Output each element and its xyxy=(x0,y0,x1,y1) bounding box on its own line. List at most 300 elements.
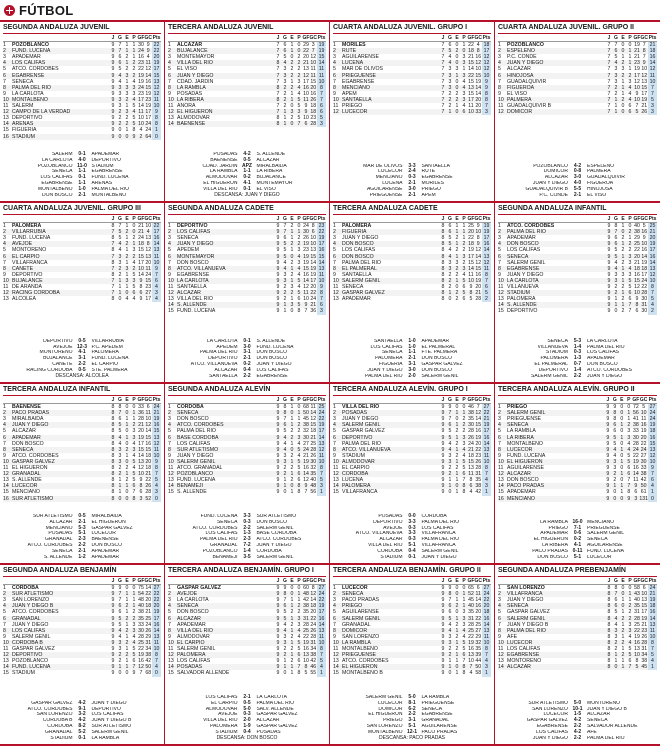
col-header: J xyxy=(606,35,613,42)
position-cell: 9 xyxy=(498,271,501,278)
position-cell: 7 xyxy=(3,259,6,266)
stat-cell: 11 xyxy=(310,404,316,411)
position-cell: 12 xyxy=(498,290,507,296)
stat-cell: 7 xyxy=(132,489,136,496)
away-team: LA CARLOTA xyxy=(256,694,287,700)
stat-cell: 6 xyxy=(131,290,138,296)
stat-cell: 9 xyxy=(606,428,610,435)
col-header: Pts xyxy=(648,397,657,403)
stat-cell: 4 xyxy=(613,452,617,459)
away-team: S. ALLENDE xyxy=(256,338,286,344)
stat-cell: 28 xyxy=(310,633,317,640)
team-name: VILLAFRANCA xyxy=(12,259,48,266)
stat-cell: 16 xyxy=(310,90,317,97)
stat-cell: 3 xyxy=(117,459,124,465)
points-cell: 16 xyxy=(153,621,160,628)
match-results xyxy=(3,152,161,199)
home-team: ALCÁZAR xyxy=(214,368,238,374)
stat-cell: 0 xyxy=(620,591,627,597)
stat-cell: 8 xyxy=(111,235,115,242)
team-name: APADEMAR xyxy=(12,54,41,61)
stat-cell: 5 xyxy=(304,670,308,677)
points-cell: 12 xyxy=(153,90,160,97)
away-team: JUAN Y DIEGO xyxy=(91,700,127,706)
points-cell: 8 xyxy=(482,272,491,278)
stat-cell: 2 xyxy=(462,416,466,423)
team-name: EL CARPIO xyxy=(12,254,110,260)
stat-cell: 7 xyxy=(139,670,143,677)
stat-cell: 23 xyxy=(634,60,640,67)
stat-cell: 7 xyxy=(447,410,454,416)
stat-cell: 4 xyxy=(469,670,473,677)
col-header: J xyxy=(275,397,282,404)
stat-cell: 7 xyxy=(607,103,611,110)
stat-cell: 6 xyxy=(282,603,289,609)
home-team: MENCIANO xyxy=(375,175,403,181)
points-cell: 4 xyxy=(152,296,161,302)
position-cell: 11 xyxy=(3,103,9,110)
stat-cell: 11 xyxy=(468,471,474,478)
points-cell: 10 xyxy=(318,277,325,284)
team-name: LA RIBERA xyxy=(507,435,604,441)
result-row xyxy=(3,736,161,742)
score: 4-2 xyxy=(243,150,251,157)
stat-cell: 3 xyxy=(283,66,287,73)
position-cell: 15 xyxy=(168,489,174,496)
stat-cell: 5 xyxy=(296,290,303,296)
position-cell: 9 xyxy=(3,633,6,640)
stat-cell: 3 xyxy=(131,85,138,91)
stat-cell: 1 xyxy=(290,90,294,97)
points-cell: 10 xyxy=(153,259,160,266)
stat-cell: 4 xyxy=(296,85,303,91)
stat-cell: 1 xyxy=(454,422,461,428)
stat-cell: 23 xyxy=(310,115,317,122)
league-panel-7 xyxy=(495,203,660,384)
score: 5-1 xyxy=(573,554,582,561)
col-header-pos xyxy=(333,216,342,223)
points-cell: 11 xyxy=(483,265,490,272)
col-header: E xyxy=(621,578,625,584)
team-name: ATCO. GRANADAL xyxy=(177,465,223,472)
stat-cell: 9 xyxy=(606,290,613,296)
stat-cell: 5 xyxy=(447,48,454,54)
stat-cell: 0 xyxy=(455,585,459,592)
away-team: SALV. ALLENDE xyxy=(256,706,294,712)
stat-cell: 2 xyxy=(283,296,287,303)
stat-cell: 9 xyxy=(111,78,115,85)
team-name: FUND. LUCENA xyxy=(12,664,110,670)
home-team: PRIEGO xyxy=(548,525,568,531)
col-header: GF xyxy=(302,578,310,584)
stat-cell: 2 xyxy=(118,465,122,472)
stat-cell: 2 xyxy=(297,609,301,616)
stat-cell: 5 xyxy=(642,404,646,411)
away-team: SÉNECA xyxy=(587,718,608,724)
points-cell: 7 xyxy=(317,97,326,103)
col-header-team xyxy=(177,578,275,585)
points-cell: 14 xyxy=(483,247,490,254)
stat-cell: 9 xyxy=(604,435,611,441)
stat-cell: 23 xyxy=(138,90,144,97)
score: 0-1 xyxy=(408,554,416,561)
stat-cell: 3 xyxy=(282,459,289,465)
team-name: PRIEGO xyxy=(342,603,440,609)
team-name: JUAN Y DIEGO xyxy=(12,621,49,628)
points-cell: 7 xyxy=(648,85,657,91)
stat-cell: 1 xyxy=(290,440,294,447)
col-header: Pts xyxy=(317,578,326,584)
away-team: DON BOSCO xyxy=(421,356,453,362)
away-team: SUR ATLETISMO xyxy=(256,513,297,519)
stat-cell: 1 xyxy=(289,603,296,609)
team-name: SÉNECA xyxy=(507,254,606,260)
stat-cell: 2 xyxy=(289,435,296,441)
team-name: PALOMERA xyxy=(12,223,42,230)
stat-cell: 8 xyxy=(607,609,611,616)
team-name: LOS CALIFAS xyxy=(177,440,211,447)
stat-cell: 3 xyxy=(118,646,122,653)
stat-cell: 9 xyxy=(111,658,115,665)
section-title: FÚTBOL xyxy=(19,2,74,18)
stat-cell: 0 xyxy=(621,42,625,49)
stat-cell: 28 xyxy=(303,621,309,628)
team-name: DON BOSCO xyxy=(177,416,209,423)
stat-cell: 6 xyxy=(462,296,466,303)
position-cell: 8 xyxy=(3,447,12,453)
stat-cell: 8 xyxy=(607,658,611,665)
points-cell: 8 xyxy=(648,640,657,646)
points-cell: 16 xyxy=(649,609,656,616)
score: 1-0 xyxy=(408,337,416,344)
stat-cell: 21 xyxy=(303,60,309,67)
away-team: GASPAR GÁLVEZ xyxy=(256,724,298,730)
stat-cell: 5 xyxy=(131,471,138,477)
position-cell: 4 xyxy=(498,422,507,428)
points-cell: 3 xyxy=(152,290,161,296)
score: 2-2 xyxy=(573,373,582,380)
stat-cell: 5 xyxy=(613,440,617,447)
position-cell: 7 xyxy=(498,78,501,85)
team-name: SALERM GENIL xyxy=(12,633,51,640)
score: 3-0 xyxy=(573,174,582,181)
home-team: EL HIGUERÓN xyxy=(203,181,238,187)
stat-cell: 26 xyxy=(310,627,317,634)
stat-cell: 4 xyxy=(117,628,124,634)
stat-cell: 3 xyxy=(117,447,124,453)
stat-cell: 6 xyxy=(627,290,634,296)
stat-cell: 2 xyxy=(297,66,301,73)
team-name: DOMICOR xyxy=(342,628,440,634)
league-panel-4 xyxy=(0,203,165,384)
position-cell: 12 xyxy=(333,290,342,296)
stat-cell: 6 xyxy=(613,603,620,609)
stat-cell: 18 xyxy=(468,241,474,248)
stat-cell: 31 xyxy=(310,639,317,646)
home-team: ATCO. CORDOBÉS xyxy=(27,543,73,549)
stat-cell: 9 xyxy=(276,271,280,278)
team-name: ESPELEÑO xyxy=(507,48,606,54)
stat-cell: 29 xyxy=(475,633,482,640)
stat-cell: 0 xyxy=(454,85,461,91)
points-cell: 11 xyxy=(318,271,325,278)
stat-cell: 2 xyxy=(132,609,136,616)
points-cell: 19 xyxy=(153,60,160,67)
stat-cell: 1 xyxy=(621,633,625,640)
score: 4-2 xyxy=(573,717,582,724)
stat-cell: 12 xyxy=(310,591,317,598)
stat-cell: 28 xyxy=(310,121,317,128)
team-name: ALCOLEA xyxy=(12,296,36,303)
match-results xyxy=(168,695,326,742)
stat-cell: 8 xyxy=(145,241,153,247)
stat-cell: 12 xyxy=(145,422,152,429)
home-team: ATCO. CORDOBÉS xyxy=(27,706,73,712)
stat-cell: 5 xyxy=(447,435,454,441)
position-cell: 10 xyxy=(168,640,177,646)
stat-cell: 7 xyxy=(448,416,452,423)
stat-cell: 21 xyxy=(138,422,144,429)
stat-cell: 21 xyxy=(468,446,474,453)
points-cell: 5 xyxy=(152,477,161,483)
home-team: FUND. LUCENA xyxy=(200,513,238,519)
stat-cell: 9 xyxy=(111,90,115,97)
team-name: FIGUERIA xyxy=(342,229,440,235)
stat-cell: 1 xyxy=(455,223,459,230)
stat-cell: 9 xyxy=(441,428,445,435)
stat-cell: 13 xyxy=(634,646,640,653)
points-cell: 14 xyxy=(649,615,656,622)
stat-cell: 6 xyxy=(476,585,480,592)
points-cell: 27 xyxy=(483,585,490,592)
col-header: GC xyxy=(144,397,152,403)
team-name: GASPAR GÁLVEZ xyxy=(507,609,550,616)
stat-cell: 20 xyxy=(640,434,647,441)
col-header-team xyxy=(507,578,606,585)
stat-cell: 1 xyxy=(618,483,625,489)
stat-cell: 2 xyxy=(462,428,466,435)
position-cell: 11 xyxy=(498,284,504,291)
stat-cell: 21 xyxy=(138,229,144,236)
stat-cell: 5 xyxy=(131,652,138,658)
stat-cell: 1 xyxy=(620,266,627,272)
stat-cell: 2 xyxy=(124,640,131,646)
team-name: GASPAR GÁLVEZ xyxy=(177,585,221,592)
stat-cell: 3 xyxy=(448,78,452,85)
stat-cell: 7 xyxy=(606,73,613,79)
stat-cell: 1 xyxy=(447,290,454,296)
team-name: APEM xyxy=(342,90,357,97)
team-name: EL HIGUERÓN xyxy=(342,664,440,670)
stat-cell: 38 xyxy=(641,658,648,665)
points-cell: 16 xyxy=(153,422,160,429)
stat-cell: 36 xyxy=(310,308,317,315)
stat-cell: 7 xyxy=(607,42,611,49)
stat-cell: 2 xyxy=(627,241,634,247)
stat-cell: 0 xyxy=(132,404,136,411)
score: 12-3 xyxy=(76,343,87,350)
stat-cell: 5 xyxy=(283,428,287,435)
col-header: G xyxy=(614,35,618,41)
col-header: J xyxy=(275,578,282,585)
position-cell: 2 xyxy=(498,410,507,416)
team-name: AFE xyxy=(507,633,518,640)
stat-cell: 22 xyxy=(145,477,152,484)
col-header: P xyxy=(297,397,301,403)
stat-cell: 24 xyxy=(303,446,309,453)
stat-cell: 1 xyxy=(132,42,136,49)
stat-cell: 9 xyxy=(111,609,115,616)
position-cell: 1 xyxy=(333,223,336,230)
col-header-pos xyxy=(168,35,177,42)
score: 0-6 xyxy=(573,530,582,537)
position-cell: 12 xyxy=(168,290,177,296)
stat-cell: 1 xyxy=(461,591,468,597)
team-name: GASPAR GÁLVEZ xyxy=(12,646,55,653)
stat-cell: 19 xyxy=(145,90,152,97)
stat-cell: 9 xyxy=(606,266,613,272)
result-row xyxy=(3,193,161,199)
points-cell: 17 xyxy=(318,428,325,435)
table-row xyxy=(333,585,491,592)
stat-cell: 9 xyxy=(276,609,280,616)
col-header: P xyxy=(297,35,301,41)
away-team: DON BOSCO xyxy=(91,543,123,549)
stat-cell: 50 xyxy=(303,410,309,417)
stat-cell: 0 xyxy=(448,489,452,496)
stat-cell: 2 xyxy=(296,603,303,609)
stat-cell: 9 xyxy=(131,134,138,140)
stat-cell: 4 xyxy=(283,259,287,266)
points-cell: 12 xyxy=(483,60,490,67)
position-cell: 7 xyxy=(168,259,171,266)
stat-cell: 61 xyxy=(640,489,647,496)
team-name: BAENENSE xyxy=(12,404,41,411)
stat-cell: 7 xyxy=(283,223,287,230)
stat-cell: 23 xyxy=(475,452,482,459)
stat-cell: 9 xyxy=(607,284,611,291)
stat-cell: 0 xyxy=(454,109,461,115)
stat-cell: 1 xyxy=(462,597,466,604)
stat-cell: 8 xyxy=(614,585,618,592)
stat-cell: 9 xyxy=(118,585,122,592)
stat-cell: 1 xyxy=(124,664,131,670)
stat-cell: 6 xyxy=(282,48,289,54)
position-cell: 11 xyxy=(498,103,504,110)
stat-cell: 4 xyxy=(627,640,634,646)
team-name: SANTAELLA xyxy=(342,271,372,278)
score: 4-0 xyxy=(573,180,582,187)
team-name: LA CARLOTA xyxy=(177,597,209,604)
stat-cell: 9 xyxy=(275,290,282,296)
points-cell: 24 xyxy=(649,585,656,592)
points-cell: 13 xyxy=(483,446,490,453)
team-name: GASPAR GÁLVEZ xyxy=(342,290,440,296)
stat-cell: 28 xyxy=(475,296,482,303)
team-name: RACING CÓRDOBA xyxy=(12,290,110,296)
points-cell: 16 xyxy=(318,247,325,254)
stat-cell: 3 xyxy=(118,90,122,97)
away-team: DEPORTIVO xyxy=(91,706,121,712)
stat-cell: 5 xyxy=(448,428,452,435)
stat-cell: 3 xyxy=(289,302,296,308)
stat-cell: 0 xyxy=(289,447,296,453)
stat-cell: 9 xyxy=(111,621,115,628)
position-cell: 12 xyxy=(3,652,12,658)
stat-cell: 0 xyxy=(283,489,287,496)
position-cell: 4 xyxy=(3,422,12,428)
stat-cell: 11 xyxy=(138,109,144,116)
table-row xyxy=(168,42,326,49)
stat-cell: 9 xyxy=(110,652,117,658)
col-header: E xyxy=(620,397,624,403)
home-team: MAR DE OLIVOS xyxy=(363,163,403,169)
stat-cell: 8 xyxy=(441,223,445,230)
team-name: DEPORTIVO xyxy=(507,308,538,315)
score: 3-3 xyxy=(243,512,251,519)
col-header: J xyxy=(275,35,282,42)
team-name: PALMA DEL RÍO xyxy=(507,229,606,235)
stat-cell: 26 xyxy=(145,627,152,634)
points-cell: 13 xyxy=(318,440,325,447)
away-team: FTE. PALMERA xyxy=(421,350,458,356)
stat-cell: 48 xyxy=(138,597,144,604)
stat-cell: 6 xyxy=(447,422,454,428)
stat-cell: 0 xyxy=(448,296,452,303)
score: 1-0 xyxy=(408,343,416,350)
stat-cell: 0 xyxy=(289,410,296,416)
stat-cell: 8 xyxy=(462,670,466,677)
team-name: JUAN Y DIEGO xyxy=(177,452,214,459)
stat-cell: 0 xyxy=(613,489,617,496)
stat-cell: 7 xyxy=(468,664,475,670)
col-header-team xyxy=(342,578,440,585)
points-cell: 1 xyxy=(152,127,161,133)
position-cell: 11 xyxy=(168,284,174,291)
stat-cell: 8 xyxy=(311,223,315,230)
stat-cell: 0 xyxy=(297,42,301,49)
stat-cell: 9 xyxy=(635,296,639,303)
col-header-team xyxy=(507,35,606,42)
stat-cell: 3 xyxy=(627,254,634,260)
away-team: CÓRDOBA xyxy=(256,549,282,555)
stat-cell: 8 xyxy=(111,271,115,278)
score: 4-0 xyxy=(78,156,86,163)
position-cell: 5 xyxy=(3,66,6,73)
stat-cell: 0 xyxy=(455,609,459,616)
team-name: APADEMAR xyxy=(507,235,536,242)
match-results xyxy=(3,514,161,561)
stat-cell: 4 xyxy=(117,435,124,441)
stat-cell: 16 xyxy=(475,271,482,278)
team-name: LUCENA xyxy=(342,60,440,66)
score: 5-1 xyxy=(408,723,416,730)
home-team: JUAN Y DIEGO xyxy=(532,181,568,187)
league-panel-10 xyxy=(330,384,495,565)
stat-cell: 1 xyxy=(282,302,289,308)
points-cell: 11 xyxy=(318,452,325,459)
away-team: PRIEGO xyxy=(421,187,441,193)
stat-cell: 12 xyxy=(634,78,640,85)
stat-cell: 1 xyxy=(621,223,625,230)
away-team: FUND. LUCENA xyxy=(91,356,129,362)
stat-cell: 7 xyxy=(627,477,631,484)
col-header: E xyxy=(621,216,625,222)
stat-cell: 42 xyxy=(145,658,152,665)
stat-cell: 3 xyxy=(628,271,632,278)
stat-cell: 5 xyxy=(297,103,301,110)
stat-cell: 1 xyxy=(462,66,466,73)
